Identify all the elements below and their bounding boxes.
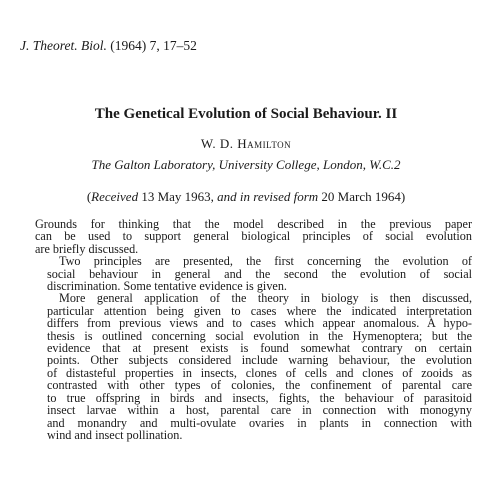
text-line: Grounds for thinking that the model described in the previous paper: [35, 217, 472, 231]
text-line: More general application of the theory in biology is then discussed,: [59, 291, 472, 306]
author-line: [0, 136, 492, 152]
text-line: evidence that at present exists is found somewhat contrary on certain: [47, 341, 472, 356]
text-line: differs from previous views and to cases which appear anomalous. A hypo-: [47, 316, 472, 331]
text-line: can be used to support general biological principles of social evolution: [35, 229, 472, 244]
journal-name: J. Theoret. Biol.: [20, 38, 107, 53]
abstract: [35, 218, 472, 441]
text-line: insect larvae within a host, parental care in connection with monogyny: [47, 403, 472, 418]
text-line: discrimination. Some tentative evidence is given.: [47, 279, 287, 294]
text-line: wind and insect pollination.: [47, 427, 183, 442]
received-open-paren: (: [86, 189, 92, 204]
text-line: Two principles are presented, the first concerning the evolution of: [59, 254, 472, 269]
received-date: 13 May 1963,: [141, 189, 214, 204]
abstract-paragraph-1: [35, 218, 472, 255]
text-line: particular attention being given to cases where the indicated interpretation: [47, 303, 472, 318]
author-initials: W. D.: [200, 136, 234, 151]
revised-label: and in revised form: [217, 189, 319, 204]
text-line: contrasted with other types of colonies, the confinement of parental care: [47, 378, 472, 393]
text-line: thesis is outlined concerning social evolution in the Hymenoptera; but the: [47, 328, 472, 343]
journal-details: (1964) 7, 17–52: [110, 38, 197, 53]
author-surname: Hamilton: [237, 136, 292, 151]
abstract-paragraph-3: [35, 292, 472, 441]
affiliation: The Galton Laboratory, University College, London, W.C.2: [91, 157, 401, 172]
abstract-paragraph-2: [35, 255, 472, 292]
text-line: to true offspring in birds and insects, fights, the behaviour of parasitoid: [47, 390, 472, 405]
received-dates: [0, 189, 492, 205]
text-line: of distasteful properties in insects, clones of cells and clones of zooids as: [47, 365, 472, 380]
received-label: Received: [91, 189, 139, 204]
text-line: points. Other subjects considered include warning behaviour, the evolution: [47, 353, 472, 368]
journal-reference: [20, 38, 197, 54]
paper-title: The Genetical Evolution of Social Behaviour. II: [94, 106, 398, 122]
text-line: social behaviour in general and the second the evolution of social: [47, 266, 472, 281]
text-line: are briefly discussed.: [35, 241, 139, 256]
text-line: and monandry and multi-ovulate ovaries in plants in connection with: [47, 415, 472, 430]
revised-date: 20 March 1964): [321, 189, 406, 204]
